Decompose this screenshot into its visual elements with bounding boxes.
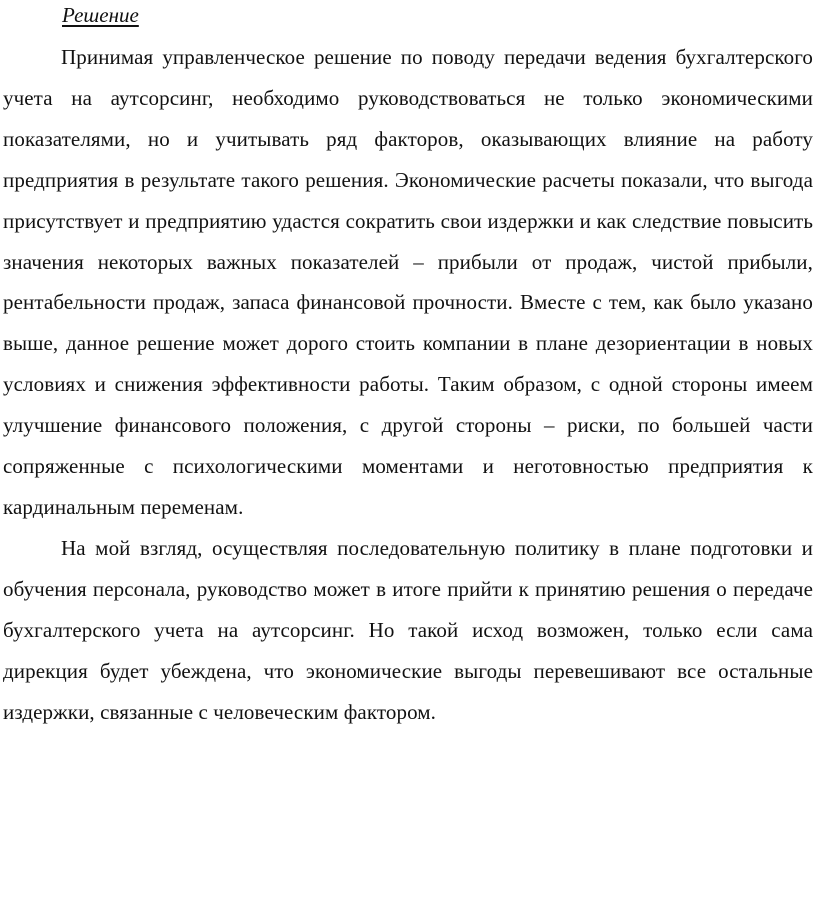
document-body	[3, 37, 813, 732]
section-heading: Решение	[62, 3, 139, 27]
paragraph-2: На мой взгляд, осуществляя последовательную политику в плане подготовки и обучения персонала, руководство может в итоге прийти к принятию решения о передаче бухгалтерского учета на аутсорсинг. Но такой исход возможен, только если сама дирекция будет убеждена, что экономические выгоды перевешивают все остальные издержки, связанные с человеческим фактором.	[3, 535, 813, 724]
paragraph-1: Принимая управленческое решение по поводу передачи ведения бухгалтерского учета на аутсорсинг, необходимо руководствоваться не только экономическими показателями, но и учитывать ряд факторов, оказывающих влияние на работу предприятия в результате такого решения. Экономические расчеты показали, что выгода присутствует и предприятию удастся сократить свои издержки и как следствие повысить значения некоторых важных показателей – прибыли от продаж, чистой прибыли, рентабельности продаж, запаса финансовой прочности. Вместе с тем, как было указано выше, данное решение может дорого стоить компании в плане дезориентации в новых условиях и снижения эффективности работы. Таким образом, с одной стороны имеем улучшение финансового положения, с другой стороны – риски, по большей части сопряженные с психологическими моментами и неготовностью предприятия к кардинальным переменам.	[3, 45, 813, 519]
